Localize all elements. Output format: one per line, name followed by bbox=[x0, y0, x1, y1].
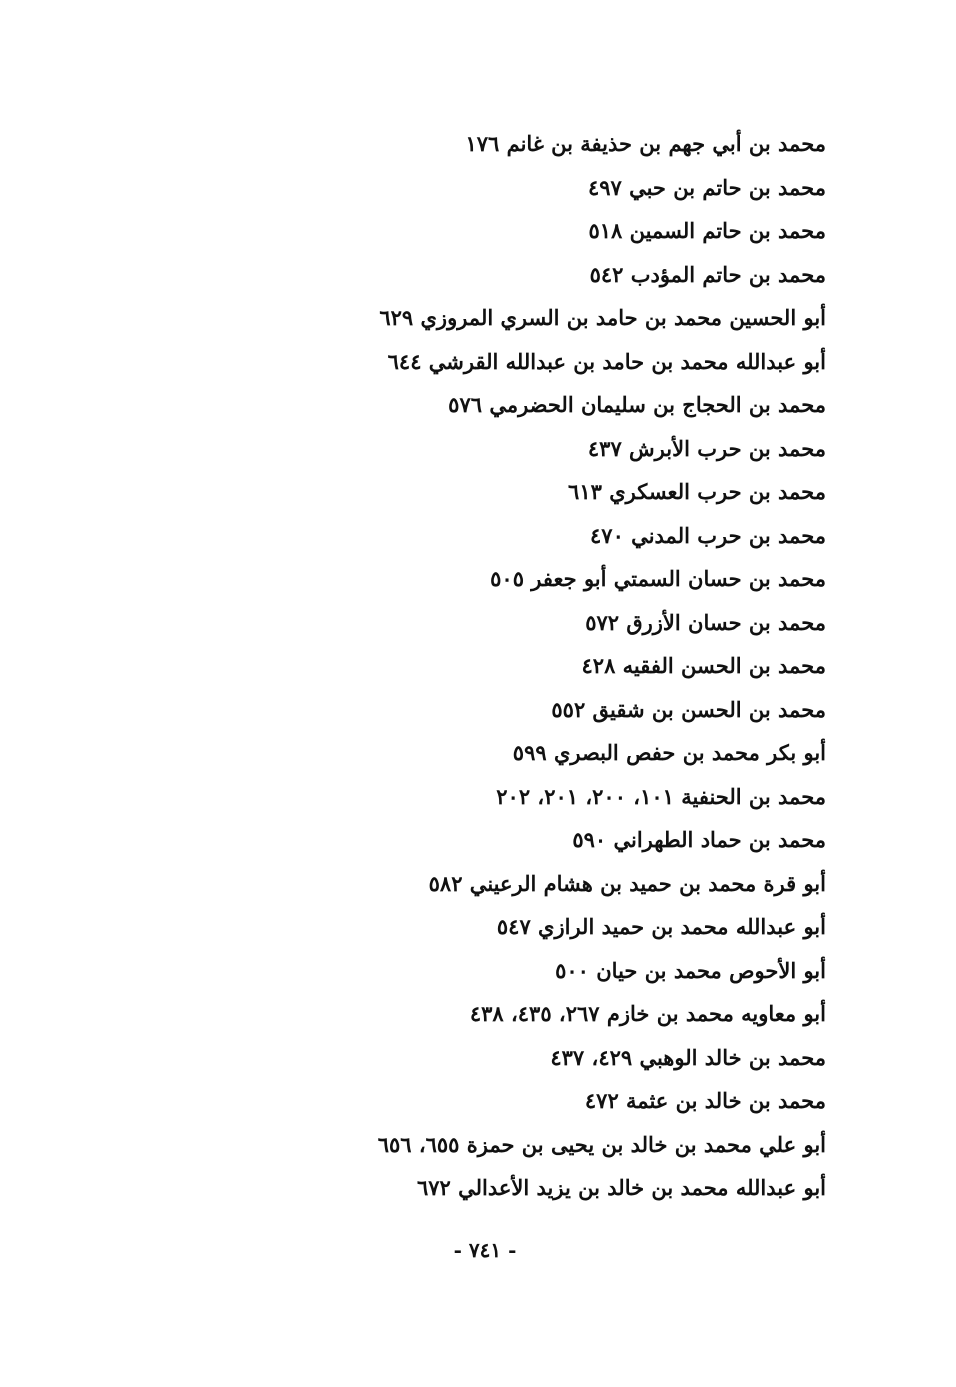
index-entry: أبو عبدالله محمد بن خالد بن يزيد الأعدالي ٦٧٢ bbox=[416, 1175, 826, 1200]
index-entry: محمد بن حرب الأبرش ٤٣٧ bbox=[587, 435, 826, 461]
index-entry: محمد بن أبي جهم بن حذيفة بن غانم ١٧٦ bbox=[465, 131, 826, 156]
index-entry: أبو بكر محمد بن حفص البصري ٥٩٩ bbox=[512, 740, 826, 765]
index-entry: أبو معاويه محمد بن خازم ٢٦٧، ٤٣٥، ٤٣٨ bbox=[469, 1001, 826, 1026]
index-entry: محمد بن خالد بن عثمة ٤٧٢ bbox=[584, 1088, 826, 1113]
index-entry: أبو قرة محمد بن حميد بن هشام الرعيني ٥٨٢ bbox=[428, 870, 826, 896]
index-entry: أبو عبدالله محمد بن حامد بن عبدالله القرشي ٦٤٤ bbox=[387, 348, 826, 374]
index-entry: أبو الحسين محمد بن حامد بن السري المروزي ٦٢٩ bbox=[379, 305, 826, 330]
index-entry-list bbox=[306, 122, 826, 1210]
index-entry: أبو الأحوص محمد بن حيان ٥٠٠ bbox=[555, 957, 826, 983]
index-entry: محمد بن الحسن بن شقيق ٥٥٢ bbox=[551, 696, 826, 722]
index-entry: محمد بن حماد الطهراني ٥٩٠ bbox=[572, 827, 826, 852]
index-entry: محمد بن حرب العسكري ٦١٣ bbox=[568, 479, 826, 504]
index-entry: محمد بن خالد الوهبي ٤٢٩، ٤٣٧ bbox=[550, 1044, 826, 1070]
page-number: - ٧٤١ - bbox=[453, 1238, 517, 1262]
index-entry: محمد بن الحجاج بن سليمان الحضرمي ٥٧٦ bbox=[448, 392, 826, 417]
index-entry: محمد بن حاتم السمين ٥١٨ bbox=[588, 218, 826, 243]
index-entry: أبو علي محمد بن خالد بن يحيى بن حمزة ٦٥٥، ٦٥٦ bbox=[377, 1131, 826, 1157]
index-entry: محمد بن حسان السمتي أبو جعفر ٥٠٥ bbox=[490, 566, 826, 591]
index-entry: محمد بن الحنفية ١٠١، ٢٠٠، ٢٠١، ٢٠٢ bbox=[496, 783, 826, 809]
index-entry: محمد بن حاتم المؤدب ٥٤٢ bbox=[589, 261, 826, 287]
index-entry: محمد بن حسان الأزرق ٥٧٢ bbox=[585, 609, 826, 635]
index-entry: محمد بن حاتم بن حبي ٤٩٧ bbox=[587, 174, 826, 200]
index-entry: أبو عبدالله محمد بن حميد الرازي ٥٤٧ bbox=[496, 914, 826, 939]
index-entry: محمد بن حرب المدني ٤٧٠ bbox=[590, 522, 826, 548]
index-entry: محمد بن الحسن الفقيه ٤٢٨ bbox=[581, 653, 826, 678]
